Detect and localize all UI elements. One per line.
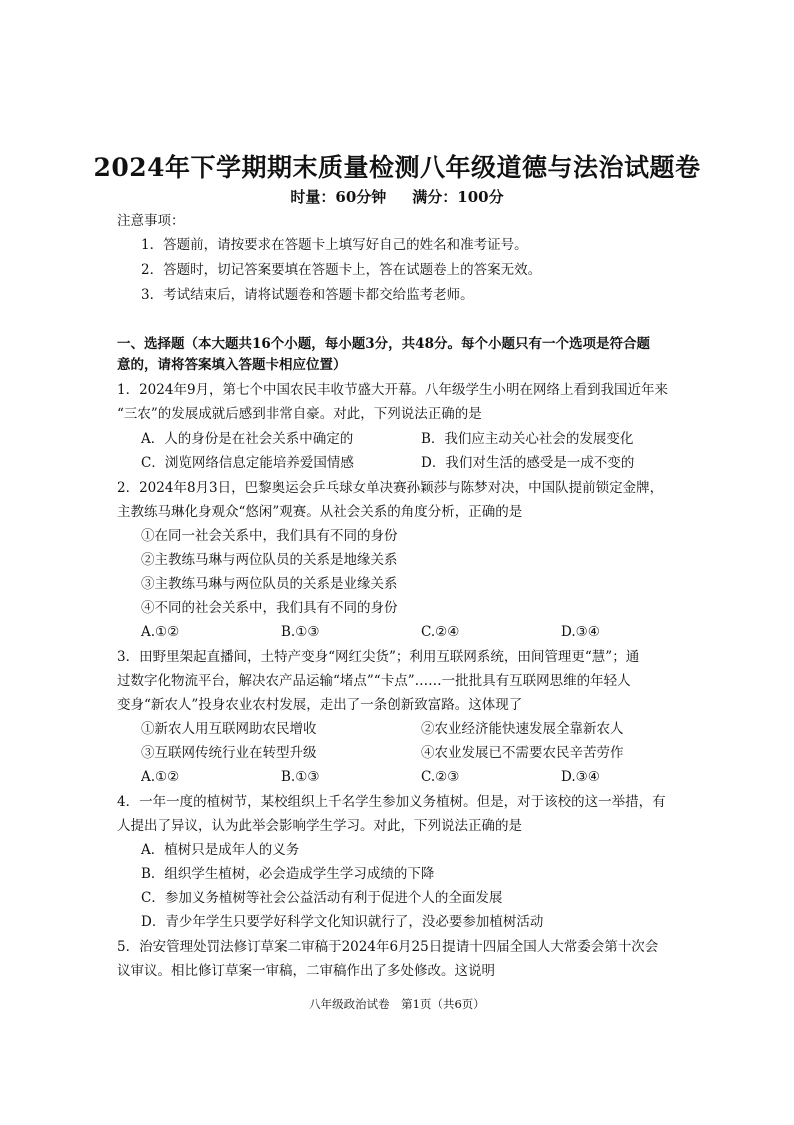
- q4-stem: 4．一年一度的植树节，某校组织上千名学生参加义务植树。但是，对于该校的这一举措，有: [117, 794, 666, 810]
- q3-statement: ④农业发展已不需要农民辛苦劳作: [421, 745, 624, 761]
- q4-option-d: D．青少年学生只要学好科学文化知识就行了，没必要参加植树活动: [141, 914, 544, 930]
- q1-option-d: D．我们对生活的感受是一成不变的: [421, 455, 635, 471]
- q4-option-c: C．参加义务植树等社会公益活动有利于促进个人的全面发展: [141, 890, 503, 906]
- q2-statement: ①在同一社会关系中，我们具有不同的身份: [141, 528, 398, 544]
- q2-option-b: B.①③: [281, 624, 320, 640]
- note-item: 3．考试结束后，请将试题卷和答题卡都交给监考老师。: [141, 287, 474, 303]
- q4-stem: 人提出了异议，认为此举会影响学生学习。对此，下列说法正确的是: [117, 818, 522, 834]
- q3-option-d: D.③④: [561, 769, 600, 785]
- q3-stem: 3．田野里架起直播间，土特产变身“网红尖货”；利用互联网系统，田间管理更“慧”；通: [117, 649, 640, 665]
- q1-option-b: B．我们应主动关心社会的发展变化: [421, 431, 634, 447]
- exam-meta: [0, 186, 794, 207]
- q5-stem: 议审议。相比修订草案一审稿，二审稿作出了多处修改。这说明: [117, 963, 495, 979]
- notes-heading: 注意事项：: [117, 213, 185, 229]
- note-item: 1．答题前，请按要求在答题卡上填写好自己的姓名和准考证号。: [141, 237, 528, 253]
- q2-statement: ④不同的社会关系中，我们具有不同的身份: [141, 600, 398, 616]
- q3-stem: 过数字化物流平台，解决农产品运输“堵点”“卡点”……一批批具有互联网思维的年轻人: [117, 673, 631, 689]
- full-score: 满分：100分: [412, 188, 504, 206]
- q1-stem: 1．2024年9月，第七个中国农民丰收节盛大开幕。八年级学生小明在网络上看到我国近年来: [117, 382, 669, 398]
- q3-statement: ③互联网传统行业在转型升级: [141, 745, 317, 761]
- q3-statement: ②农业经济能快速发展全靠新农人: [421, 721, 624, 737]
- q1-option-a: A．人的身份是在社会关系中确定的: [141, 431, 354, 447]
- q2-statement: ②主教练马琳与两位队员的关系是地缘关系: [141, 552, 398, 568]
- q3-stem: 变身“新农人”投身农业农村发展，走出了一条创新致富路。这体现了: [117, 697, 523, 713]
- q1-stem: “三农”的发展成就后感到非常自豪。对此，下列说法正确的是: [117, 406, 482, 422]
- q3-statement: ①新农人用互联网助农民增收: [141, 721, 317, 737]
- q5-stem: 5．治安管理处罚法修订草案二审稿于2024年6月25日提请十四届全国人大常委会第十次会: [117, 939, 659, 955]
- exam-title: 2024年下学期期末质量检测八年级道德与法治试题卷: [93, 153, 701, 182]
- q2-option-c: C.②④: [421, 624, 460, 640]
- q2-stem: 主教练马琳化身观众“悠闲”观赛。从社会关系的角度分析，正确的是: [117, 504, 523, 520]
- q4-option-a: A．植树只是成年人的义务: [141, 842, 300, 858]
- time-limit: 时量：60分钟: [290, 188, 387, 206]
- q2-statement: ③主教练马琳与两位队员的关系是业缘关系: [141, 576, 398, 592]
- q3-option-b: B.①③: [281, 769, 320, 785]
- q4-option-b: B．组织学生植树，必会造成学生学习成绩的下降: [141, 866, 435, 882]
- q3-option-a: A.①②: [141, 769, 180, 785]
- note-item: 2．答题时，切记答案要填在答题卡上，答在试题卷上的答案无效。: [141, 262, 542, 278]
- q2-option-d: D.③④: [561, 624, 600, 640]
- section-heading-cont: 意的，请将答案填入答题卡相应位置）: [117, 357, 347, 373]
- q2-stem: 2．2024年8月3日，巴黎奥运会乒乓球女单决赛孙颖莎与陈梦对决，中国队提前锁定金牌，: [117, 480, 664, 496]
- q2-option-a: A.①②: [141, 624, 180, 640]
- section-heading: 一、选择题（本大题共16个小题，每小题3分，共48分。每个小题只有一个选项是符合题: [117, 336, 650, 352]
- q1-option-c: C．浏览网络信息定能培养爱国情感: [141, 455, 354, 471]
- page-footer: 八年级政治试卷 第1页（共6页）: [309, 997, 485, 1011]
- q3-option-c: C.②③: [421, 769, 460, 785]
